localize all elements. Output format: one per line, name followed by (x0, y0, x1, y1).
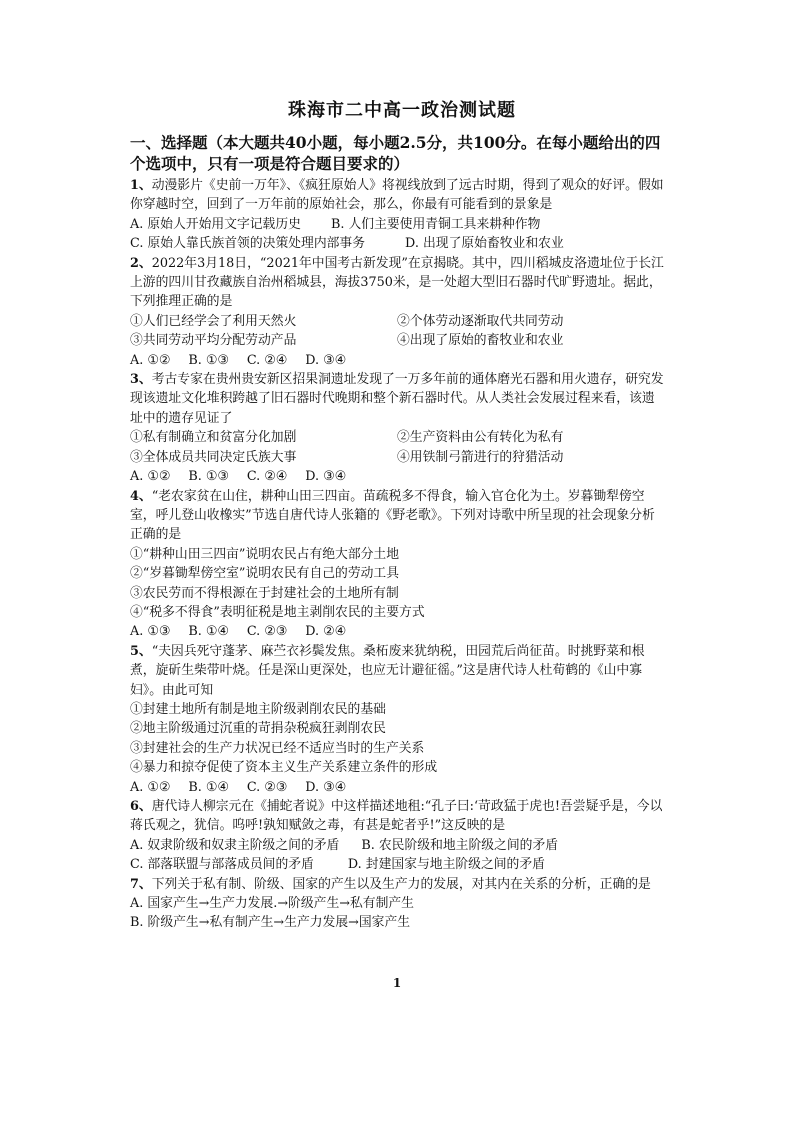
option-a: A. ①② (130, 779, 171, 795)
option-d: D. ③④ (305, 469, 347, 485)
question-stem (130, 487, 664, 545)
option-b: B. 农民阶级和地主阶级之间的矛盾 (361, 837, 559, 853)
question-stem (130, 642, 664, 700)
question-1 (130, 176, 664, 254)
option-a: A. 原始人开始用文字记载历史 (130, 216, 301, 232)
statement-1: ①“耕种山田三四亩”说明农民占有绝大部分土地 (130, 546, 400, 562)
statement-3: ③共同劳动平均分配劳动产品 (130, 333, 297, 349)
page-number: 1 (392, 976, 402, 990)
option-c: C. 原始人靠氏族首领的决策处理内部事务 (130, 236, 366, 252)
option-d: D. 出现了原始畜牧业和农业 (405, 236, 564, 252)
statement-1: ①人们已经学会了利用天然火 (130, 313, 297, 329)
item-row (130, 448, 664, 467)
statement-4: ④用铁制弓箭进行的狩猎活动 (397, 449, 564, 465)
statement-3: ③封建社会的生产力状况已经不适应当时的生产关系 (130, 740, 425, 756)
option-row (130, 622, 664, 641)
question-2 (130, 254, 664, 370)
statement-2: ②地主阶级通过沉重的苛捐杂税疯狂剥削农民 (130, 721, 386, 737)
question-text: 唐代诗人柳宗元在《捕蛇者说》中这样描述地租:“孔子曰:‘苛政猛于虎也!吾尝疑乎是，今以蒋氏观之，犹信。呜呼!孰知赋敛之毒，有甚是蛇者乎!”这反映的是 (130, 799, 663, 834)
option-d: D. ②④ (305, 624, 347, 640)
statement-2: ②“岁暮锄犁傍空室”说明农民有自己的劳动工具 (130, 566, 400, 582)
option-c: C. ②③ (246, 779, 288, 795)
statement-2: ②个体劳动逐渐取代共同劳动 (397, 313, 564, 329)
statement-4: ④暴力和掠夺促使了资本主义生产关系建立条件的形成 (130, 760, 438, 776)
item-row (130, 331, 664, 350)
statement-3: ③农民劳而不得根源在于封建社会的土地所有制 (130, 585, 399, 601)
question-number: 1、 (130, 178, 152, 193)
question-text: 动漫影片《史前一万年》、《疯狂原始人》将视线放到了远古时期，得到了观众的好评。假如你穿越时空，回到了一万年前的原始社会，那么，你最有可能看到的景象是 (130, 178, 664, 213)
option-b: B. ①④ (188, 624, 229, 640)
option-row (130, 855, 664, 874)
option-a: A. ①③ (130, 624, 171, 640)
statement-2: ②生产资料由公有转化为私有 (397, 430, 564, 446)
option-row (130, 467, 664, 486)
question-4 (130, 487, 664, 642)
question-stem (130, 875, 664, 894)
option-b: B. 阶级产生→私有制产生→生产力发展→国家产生 (130, 915, 411, 931)
question-number: 2、 (130, 255, 152, 271)
section-heading: 一、选择题（本大题共40小题，每小题2.5分，共100分。在每小题给出的四个选项中，只有一项是符合题目要求的） (130, 133, 661, 173)
question-text: 考古专家在贵州贵安新区招果洞遗址发现了一万多年前的通体磨光石器和用火遗存，研究发现该遗址文化堆积跨越了旧石器时代晚期和整个新石器时代。从人类社会发展过程来看，该遗址中的遗存见证了 (130, 372, 664, 426)
question-number: 7、 (130, 876, 152, 892)
question-3 (130, 370, 664, 486)
question-stem (130, 176, 664, 215)
option-c: C. ②④ (246, 469, 288, 485)
option-row (130, 836, 664, 855)
question-text: 下列关于私有制、阶级、国家的产生以及生产力的发展，对其内在关系的分析，正确的是 (151, 876, 651, 892)
question-stem (130, 370, 664, 428)
statement-1: ①私有制确立和贫富分化加剧 (130, 430, 297, 446)
question-number: 3、 (130, 372, 152, 388)
question-number: 5、 (130, 643, 152, 659)
question-text: “老农家贫在山住，耕种山田三四亩。苗疏税多不得食，输入官仓化为土。岁暮锄犁傍空室，呼儿登山收橡实”节选自唐代诗人张籍的《野老歌》。下列对诗歌中所呈现的社会现象分析正确的是 (130, 488, 655, 543)
statement-1: ①封建土地所有制是地主阶级剥削农民的基础 (130, 701, 386, 717)
item-row (130, 428, 664, 447)
option-b: B. ①③ (188, 469, 229, 485)
question-text: “夫因兵死守蓬茅、麻苎衣衫鬓发焦。桑柘废来犹纳税，田园荒后尚征苗。时挑野菜和根煮，旋斫生柴带叶烧。任是深山更深处，也应无计避征徭。”这是唐代诗人杜荀鹤的《山中寡妇》。由此可知 (130, 643, 645, 698)
option-row (130, 234, 664, 253)
statement-4: ④“税多不得食”表明征税是地主剥削农民的主要方式 (130, 604, 425, 620)
option-row (130, 351, 664, 370)
option-d: D. 封建国家与地主阶级之间的矛盾 (347, 857, 545, 873)
option-d: D. ③④ (305, 779, 347, 795)
option-a: A. 奴隶阶级和奴隶主阶级之间的矛盾 (130, 837, 340, 853)
exam-title: 珠海市二中高一政治测试题 (288, 100, 516, 121)
question-number: 6、 (130, 799, 152, 814)
option-a: A. 国家产生→生产力发展.→阶级产生→私有制产生 (130, 896, 414, 912)
question-6 (130, 797, 664, 875)
option-row (130, 778, 664, 797)
statement-3: ③全体成员共同决定氏族大事 (130, 449, 297, 465)
option-c: C. 部落联盟与部落成员间的矛盾 (130, 857, 314, 873)
option-c: C. ②④ (246, 352, 288, 368)
option-a: A. ①② (130, 352, 171, 368)
question-text: 2022年3月18日，“2021年中国考古新发现”在京揭晓。其中，四川稻城皮洛遗址位于长江上游的四川甘孜藏族自治州稻城县，海拔3750米，是一处超大型旧石器时代旷野遗址。据此，下列推理正确的是 (130, 255, 664, 310)
option-row (130, 215, 664, 234)
option-b: B. 人们主要使用青铜工具来耕种作物 (330, 216, 541, 232)
question-stem (130, 254, 664, 312)
option-a: A. ①② (130, 469, 171, 485)
option-d: D. ③④ (305, 352, 347, 368)
item-row (130, 312, 664, 331)
question-7 (130, 875, 664, 933)
option-b: B. ①③ (188, 352, 229, 368)
question-number: 4、 (130, 488, 152, 504)
option-b: B. ①④ (188, 779, 229, 795)
option-c: C. ②③ (246, 624, 288, 640)
question-stem (130, 797, 664, 836)
statement-4: ④出现了原始的畜牧业和农业 (397, 333, 564, 349)
question-5 (130, 642, 664, 797)
